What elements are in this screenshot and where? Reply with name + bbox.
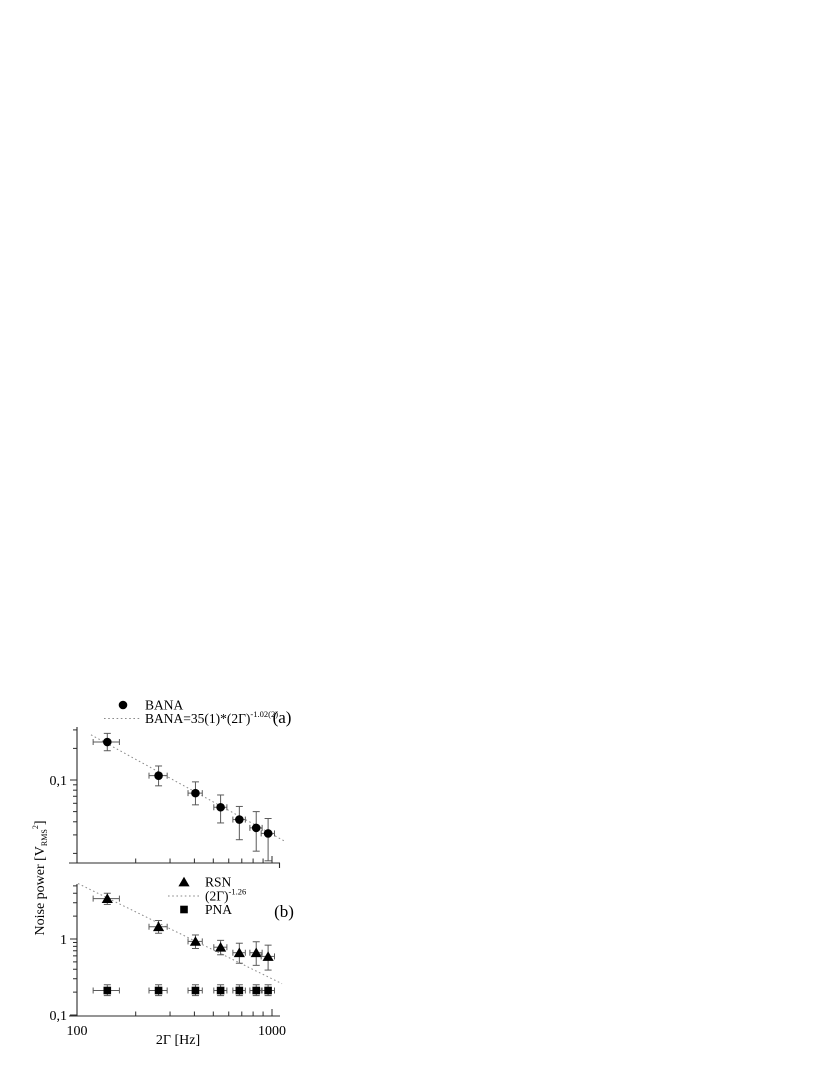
bana-point bbox=[216, 803, 225, 812]
x-axis-label: 2Γ [Hz] bbox=[155, 1033, 201, 1048]
pna-point bbox=[236, 987, 244, 995]
bana-point bbox=[252, 824, 261, 833]
x-axis-ticks bbox=[77, 856, 272, 863]
legend bbox=[104, 698, 278, 727]
x-tick-label: 100 bbox=[66, 1024, 88, 1039]
pna-point bbox=[264, 987, 272, 995]
pna-point bbox=[217, 987, 225, 995]
bana-point bbox=[191, 789, 200, 798]
legend-label: $(2\Gamma)^{-1.26}$ bbox=[205, 886, 247, 904]
x-axis-ticks bbox=[77, 1009, 272, 1016]
y-tick-label: 0,1 bbox=[49, 773, 67, 789]
legend-triangle-marker bbox=[178, 877, 189, 887]
panel-label: (a) bbox=[272, 708, 292, 727]
bana-point bbox=[235, 815, 244, 824]
pna-point bbox=[155, 987, 163, 995]
x-tick-label: 1000 bbox=[258, 1024, 286, 1039]
y-axis-ticks bbox=[70, 730, 77, 853]
series-BANA bbox=[93, 733, 274, 860]
legend-square-marker bbox=[180, 906, 188, 914]
series-PNA bbox=[93, 985, 274, 996]
pna-point bbox=[192, 987, 200, 995]
y-axis-ticks bbox=[70, 886, 77, 1015]
legend-circle-marker bbox=[119, 701, 128, 710]
pna-point bbox=[252, 987, 260, 995]
legend-label: BANA bbox=[145, 697, 184, 713]
legend-label: $BANA=35(1)*(2\Gamma)^{-1.02(2)}$ bbox=[145, 709, 279, 727]
y-tick-label: 0,1 bbox=[49, 1008, 67, 1024]
legend-label: RSN bbox=[205, 874, 232, 890]
panel-a bbox=[50, 698, 292, 868]
bana-point bbox=[103, 738, 112, 747]
legend bbox=[168, 875, 246, 918]
pna-point bbox=[103, 987, 111, 995]
legend-label: PNA bbox=[205, 902, 233, 918]
bana-point bbox=[264, 829, 273, 838]
y-tick-label: 1 bbox=[60, 932, 67, 948]
error-bars bbox=[261, 818, 274, 860]
y-axis-label: Noise power $[V_{RMS}^2]$ bbox=[31, 820, 49, 936]
panel-label: (b) bbox=[274, 902, 294, 921]
bana-point bbox=[154, 771, 163, 780]
panel-b bbox=[50, 875, 294, 1039]
